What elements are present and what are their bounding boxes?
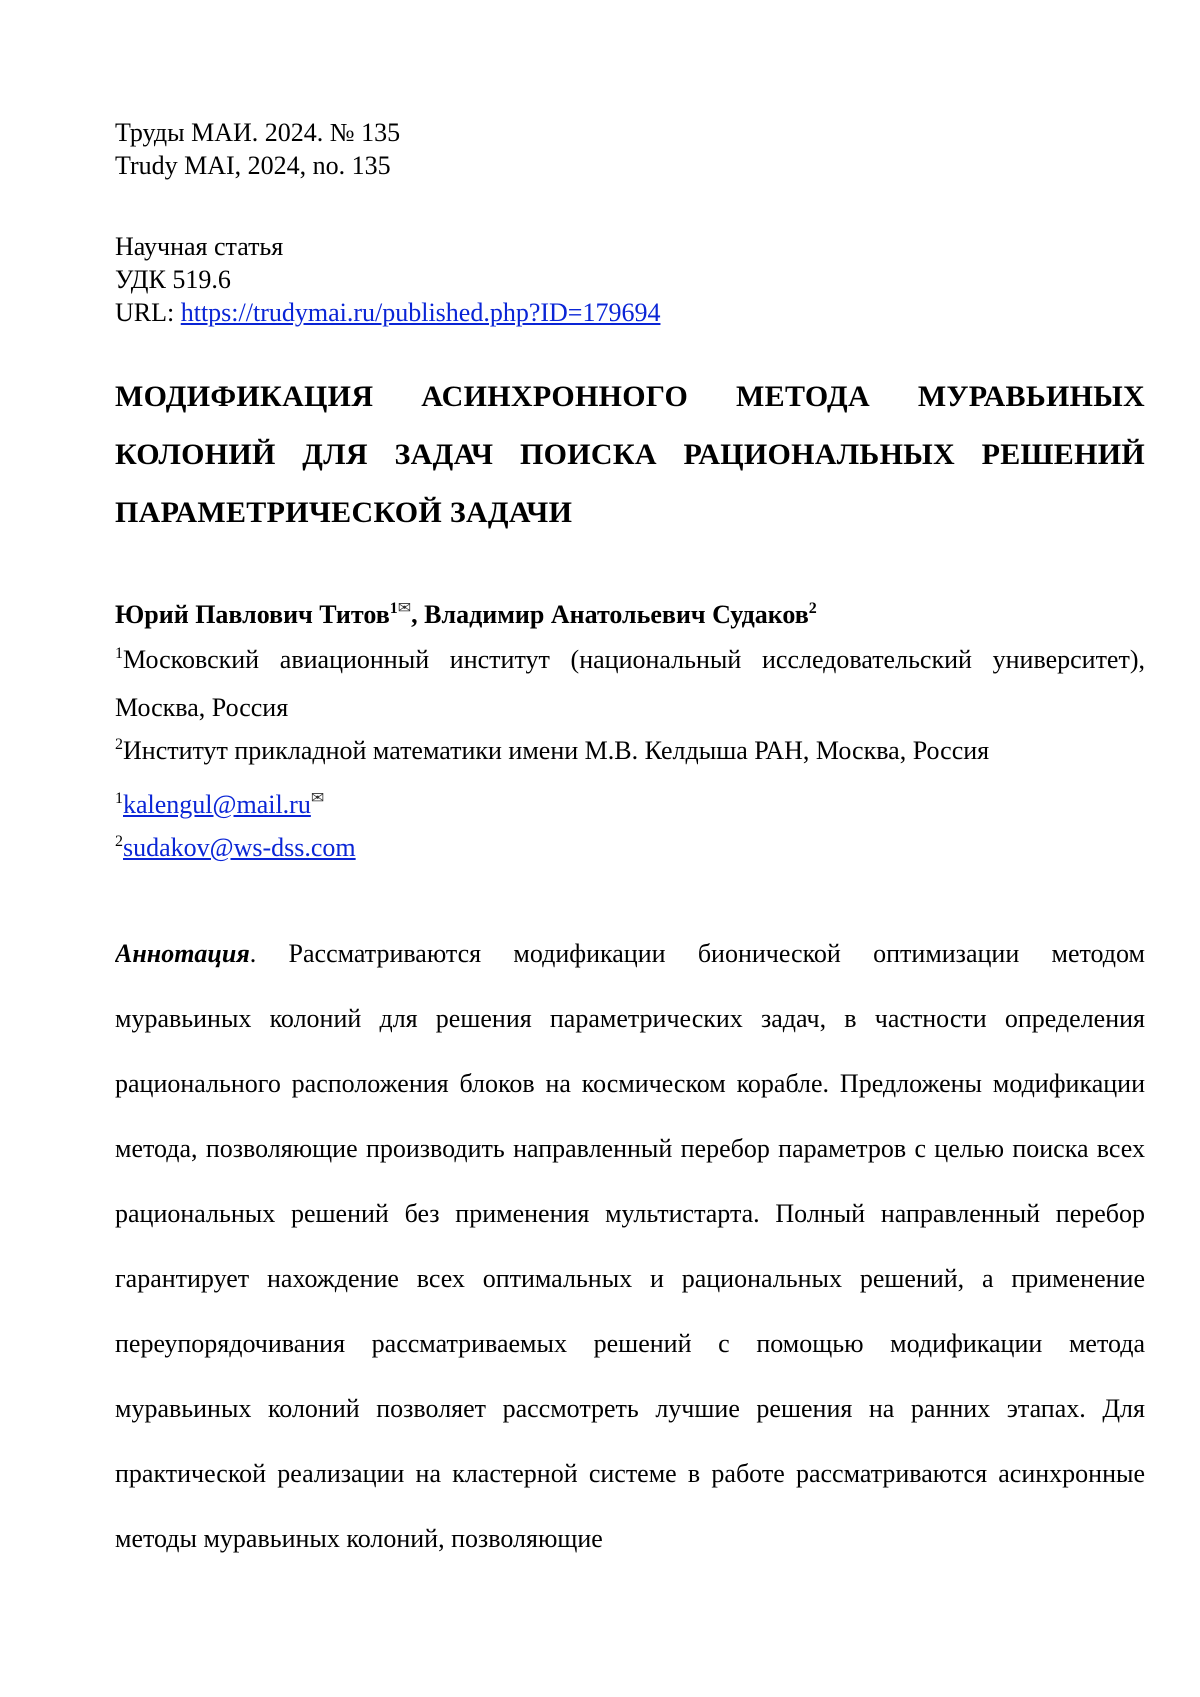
udk-code: УДК 519.6: [115, 263, 231, 296]
affiliation-text: Институт прикладной математики имени М.В. Келдыша РАН, Москва, Россия: [123, 736, 989, 765]
url-label: URL:: [115, 298, 181, 327]
abstract: [115, 921, 1145, 1571]
affiliation-text: Московский авиационный институт (национальный исследовательский университет), Москва, Россия: [115, 645, 1145, 722]
email-2: [115, 831, 356, 865]
article-title: МОДИФИКАЦИЯ АСИНХРОННОГО МЕТОДА МУРАВЬИНЫХ КОЛОНИЙ ДЛЯ ЗАДАЧ ПОИСКА РАЦИОНАЛЬНЫХ РЕШЕНИЙ ПАРАМЕТРИЧЕСКОЙ ЗАДАЧИ: [115, 368, 1145, 542]
author-affiliation-mark: 1: [390, 600, 398, 617]
article-url-line: [115, 296, 660, 329]
abstract-label: Аннотация: [115, 939, 250, 968]
abstract-text: . Рассматриваются модификации бионической оптимизации методом муравьиных колоний для решения параметрических задач, в частности определения рационального расположения блоков на космическом корабле. Предложены модификации метода, позволяющие производить направленный перебор параметров с целью поиска всех рациональных решений без применения мультистарта. Полный направленный перебор гарантирует нахождение всех оптимальных и рациональных решений, а применение переупорядочивания рассматриваемых решений с помощью модификации метода муравьиных колоний позволяет рассмотреть лучшие решения на ранних этапах. Для практической реализации на кластерной системе в работе рассматриваются асинхронные методы муравьиных колоний, позволяющие: [115, 939, 1145, 1553]
email-mark: 1: [115, 790, 123, 807]
article-url-link[interactable]: https://trudymai.ru/published.php?ID=179694: [181, 298, 661, 327]
author-separator: ,: [411, 600, 424, 629]
author-name: Владимир Анатольевич Судаков: [424, 600, 809, 629]
email-1: [115, 782, 324, 822]
journal-citation-ru: Труды МАИ. 2024. № 135: [115, 116, 400, 149]
author-name: Юрий Павлович Титов: [115, 600, 390, 629]
article-type: Научная статья: [115, 230, 283, 263]
email-link[interactable]: kalengul@mail.ru: [123, 790, 311, 819]
email-mark: 2: [115, 833, 123, 850]
author-affiliation-mark: 2: [809, 600, 817, 617]
affiliation-2: [115, 734, 989, 768]
envelope-icon: ✉: [311, 790, 324, 807]
affiliation-mark: 2: [115, 736, 123, 753]
author-list: [115, 592, 1145, 632]
affiliation-mark: 1: [115, 645, 123, 662]
affiliation-1: [115, 636, 1145, 732]
journal-citation-en: Trudy MAI, 2024, no. 135: [115, 149, 391, 182]
envelope-icon: ✉: [398, 600, 411, 617]
email-link[interactable]: sudakov@ws-dss.com: [123, 833, 356, 862]
